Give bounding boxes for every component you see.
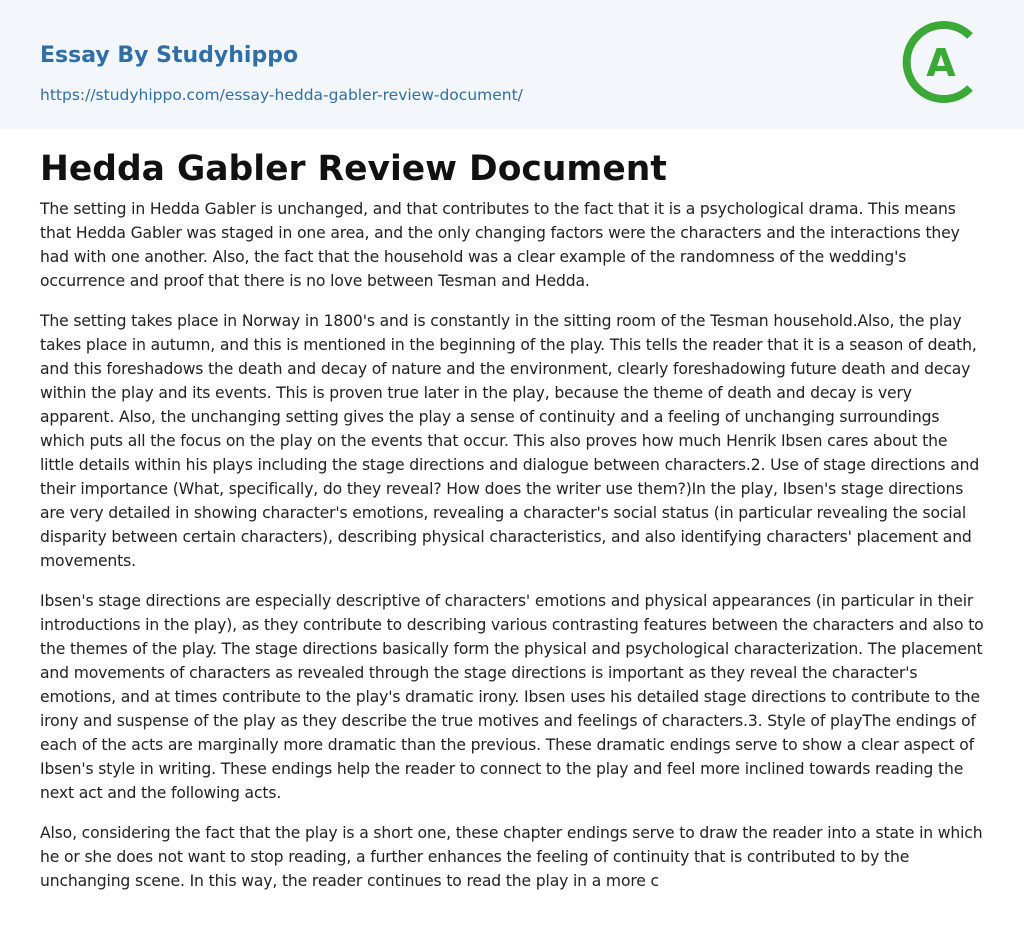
article-paragraph-2: The setting takes place in Norway in 1800's and is constantly in the sitting room of the Tesman household.Also, the play takes place in autumn, and this is mentioned in the beginning of the play. This tells the reader that it is a season of death, and this foreshadows the death and decay of nature and the environment, clearly foreshadowing future death and decay within the play and its events. This is proven true later in the play, because the theme of death and decay is very apparent. Also, the unchanging setting gives the play a sense of continuity and a feeling of unchanging surroundings which puts all the focus on the play on the events that occur. This also proves how much Henrik Ibsen cares about the little details within his plays including the stage directions and dialogue between characters.2. Use of stage directions and their importance (What, specifically, do they reveal? How does the writer use them?)In the play, Ibsen's stage directions are very detailed in showing character's emotions, revealing a character's social status (in particular revealing the social disparity between certain characters), describing physical characteristics, and also identifying characters' placement and movements. [40, 312, 980, 570]
article-paragraph-4: Also, considering the fact that the play is a short one, these chapter endings serve to draw the reader into a state in which he or she does not want to stop reading, a further enhances the feeling of continuity that is contributed to by the unchanging scene. In this way, the reader continues to read the play in a more c [40, 824, 983, 890]
studyhippo-logo[interactable] [900, 20, 984, 104]
brand-link[interactable]: Essay By Studyhippo [40, 43, 299, 68]
article-content [0, 149, 1024, 893]
page-header [0, 0, 1024, 129]
essay-url-link[interactable]: https://studyhippo.com/essay-hedda-gabler-review-document/ [40, 86, 523, 104]
article-title: Hedda Gabler Review Document [40, 149, 667, 189]
article-paragraph-3: Ibsen's stage directions are especially descriptive of characters' emotions and physical appearances (in particular in their introductions in the play), as they contribute to describing various contrasting features between the characters and also to the themes of the play. The stage directions basically form the physical and psychological characterization. The placement and movements of characters as revealed through the stage directions is important as they reveal the character's emotions, and at times contribute to the play's dramatic irony. Ibsen uses his detailed stage directions to contribute to the irony and suspense of the play as they describe the true motives and feelings of characters.3. Style of playThe endings of each of the acts are marginally more dramatic than the previous. These dramatic endings serve to show a clear aspect of Ibsen's style in writing. These endings help the reader to connect to the play and feel more inclined towards reading the next act and the following acts. [40, 592, 984, 802]
logo-letter: A [926, 41, 956, 85]
article-paragraph-1: The setting in Hedda Gabler is unchanged, and that contributes to the fact that it is a psychological drama. This means that Hedda Gabler was staged in one area, and the only changing factors were the characters and the interactions they had with one another. Also, the fact that the household was a clear example of the randomness of the wedding's occurrence and proof that there is no love between Tesman and Hedda. [40, 200, 960, 290]
